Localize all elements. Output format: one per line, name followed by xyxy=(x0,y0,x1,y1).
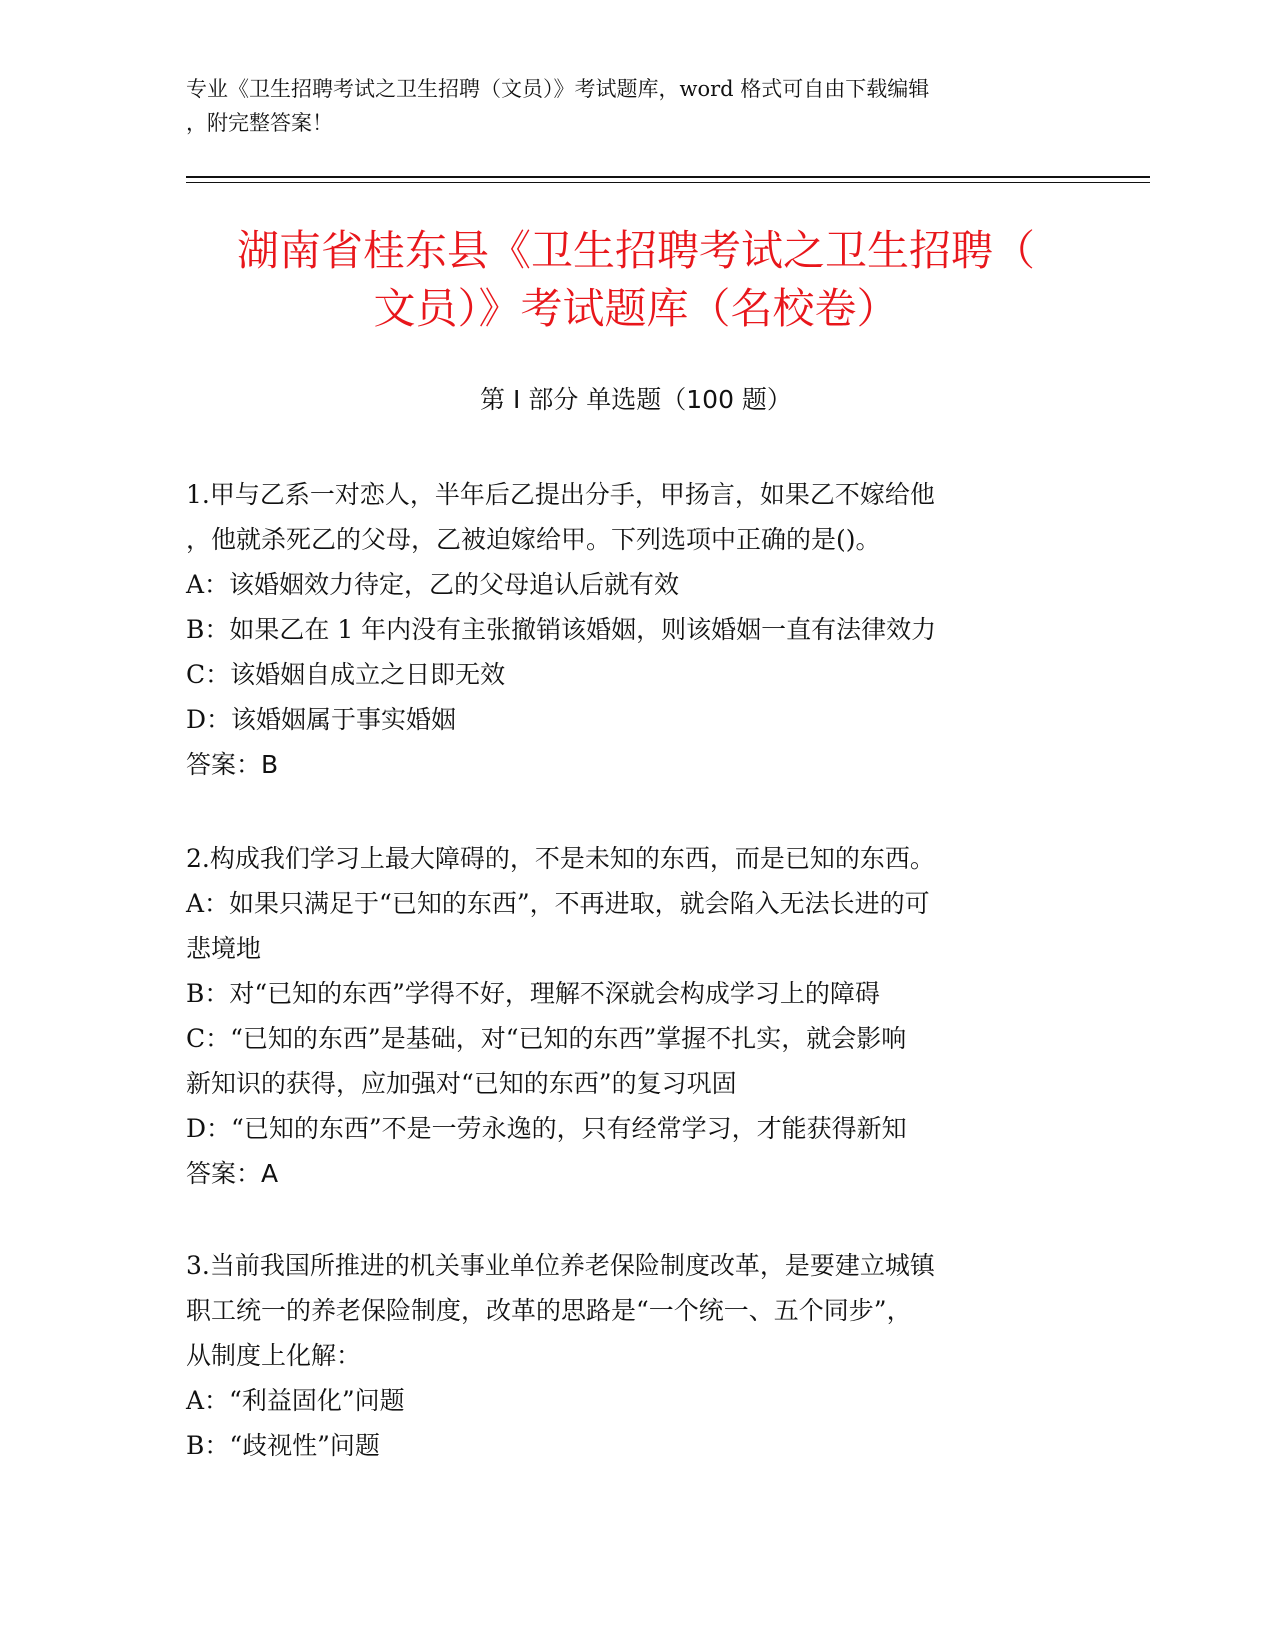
question-2 xyxy=(186,836,1086,1196)
question-2-option-c-line-2: 新知识的获得，应加强对“已知的东西”的复习巩固 xyxy=(186,1069,737,1098)
question-3 xyxy=(186,1243,1086,1468)
question-1-option-d: D：该婚姻属于事实婚姻 xyxy=(186,705,457,734)
question-2-option-c-line-1: C：“已知的东西”是基础，对“已知的东西”掌握不扎实，就会影响 xyxy=(186,1024,907,1053)
section-heading: 第 I 部分 单选题（100 题） xyxy=(480,385,792,414)
question-2-option-b: B：对“已知的东西”学得不好，理解不深就会构成学习上的障碍 xyxy=(186,979,880,1008)
document-title xyxy=(186,222,1086,338)
question-2-option-a-line-1: A：如果只满足于“已知的东西”，不再进取，就会陷入无法长进的可 xyxy=(186,889,930,918)
question-1-option-a: A：该婚姻效力待定，乙的父母追认后就有效 xyxy=(186,570,680,599)
page-header xyxy=(186,72,1066,140)
question-3-option-b: B：“歧视性”问题 xyxy=(186,1431,380,1460)
header-line-2: ，附完整答案！ xyxy=(186,111,333,135)
question-3-stem-line-2: 职工统一的养老保险制度，改革的思路是“一个统一、五个同步”， xyxy=(186,1296,912,1325)
question-1-answer: 答案：B xyxy=(186,750,279,779)
question-3-stem-line-1: 3.当前我国所推进的机关事业单位养老保险制度改革，是要建立城镇 xyxy=(186,1251,935,1280)
question-3-option-a: A：“利益固化”问题 xyxy=(186,1386,405,1415)
question-2-stem: 2.构成我们学习上最大障碍的，不是未知的东西，而是已知的东西。 xyxy=(186,844,935,873)
question-1-stem-line-2: ，他就杀死乙的父母，乙被迫嫁给甲。下列选项中正确的是()。 xyxy=(186,525,881,554)
question-1-stem-line-1: 1.甲与乙系一对恋人，半年后乙提出分手，甲扬言，如果乙不嫁给他 xyxy=(186,480,935,509)
header-rule-thick xyxy=(186,176,1150,178)
title-line-1: 湖南省桂东县《卫生招聘考试之卫生招聘（ xyxy=(236,226,1035,275)
question-2-option-d: D：“已知的东西”不是一劳永逸的，只有经常学习，才能获得新知 xyxy=(186,1114,907,1143)
header-rule-thin xyxy=(186,182,1150,183)
header-line-1: 专业《卫生招聘考试之卫生招聘（文员）》考试题库，word 格式可自由下载编辑 xyxy=(186,77,930,101)
question-1 xyxy=(186,472,1086,787)
title-line-2: 文员）》考试题库（名校卷） xyxy=(373,284,899,333)
question-1-option-b: B：如果乙在 1 年内没有主张撤销该婚姻，则该婚姻一直有法律效力 xyxy=(186,615,937,644)
question-2-option-a-line-2: 悲境地 xyxy=(186,934,262,963)
question-1-option-c: C：该婚姻自成立之日即无效 xyxy=(186,660,506,689)
question-2-answer: 答案：A xyxy=(186,1159,279,1188)
question-3-stem-line-3: 从制度上化解： xyxy=(186,1341,362,1370)
